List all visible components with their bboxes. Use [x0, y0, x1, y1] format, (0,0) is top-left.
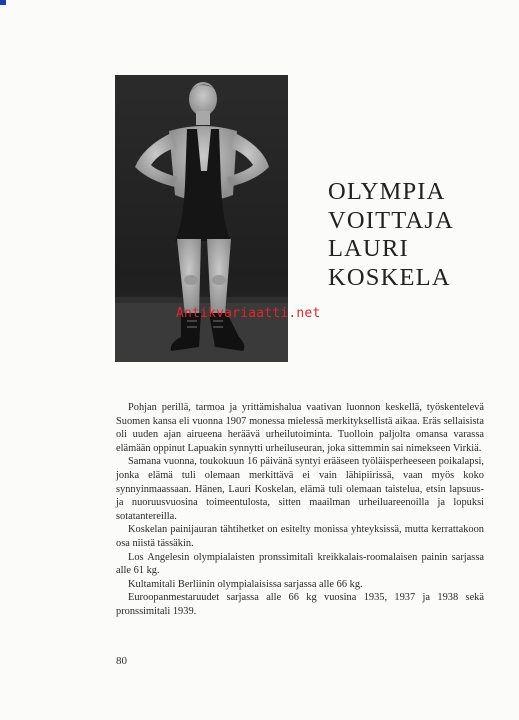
- paragraph: Samana vuonna, toukokuun 16 päivänä syntyi erääseen työläisperheeseen poikalapsi, jonka elämä tuli olemaan merkittävä ei vain lähipiirissä, vaan myös koko synnyinmaassaan. Hänen, Lauri Koskelan, elämä tuli olemaan taistelua, etsin lapsuus- ja nuoruusvuosina toimeentulosta, sitten maailman urheiluareenoilla ja lopuksi sotatantereilla.: [116, 456, 484, 522]
- page-number: 80: [116, 655, 127, 667]
- paragraph: Kultamitali Berliinin olympialaisissa sarjassa alle 66 kg.: [128, 578, 363, 590]
- paragraph: Pohjan perillä, tarmoa ja yrittämishalua vaativan luonnon keskellä, työskentelevä Suomen kansa eli vuonna 1907 monessa mielessä merkityksellistä aikaa. Eräs sellaisista oli uuden ajan airueena heräävä urheilutoiminta. Tuolloin paljolta omansa varassa elämään oppinut Lapuakin synnytti urheiluseuran, joka sittemmin sai nimekseen Virkiä.: [116, 402, 484, 454]
- title-line: KOSKELA: [328, 263, 451, 291]
- paragraph: Euroopanmestaruudet sarjassa alle 66 kg vuosina 1935, 1937 ja 1938 sekä pronssimitali 1939.: [116, 592, 484, 617]
- title-line: OLYMPIA: [328, 178, 446, 205]
- paragraph: Los Angelesin olympialaisten pronssimitali kreikkalais-roomalaisen painin sarjassa alle 61 kg.: [116, 551, 484, 577]
- title-line: VOITTAJA: [328, 206, 455, 234]
- page-title: [328, 178, 454, 292]
- article-body: [116, 401, 484, 619]
- corner-mark: [0, 0, 6, 5]
- paragraph: Koskelan painijauran tähtihetket on esitelty monissa yhteyksissä, mutta kerrattakoon osa niistä tässäkin.: [116, 524, 484, 549]
- title-line: LAURI: [328, 235, 409, 262]
- watermark-text: Antikvariaatti.net: [176, 306, 321, 321]
